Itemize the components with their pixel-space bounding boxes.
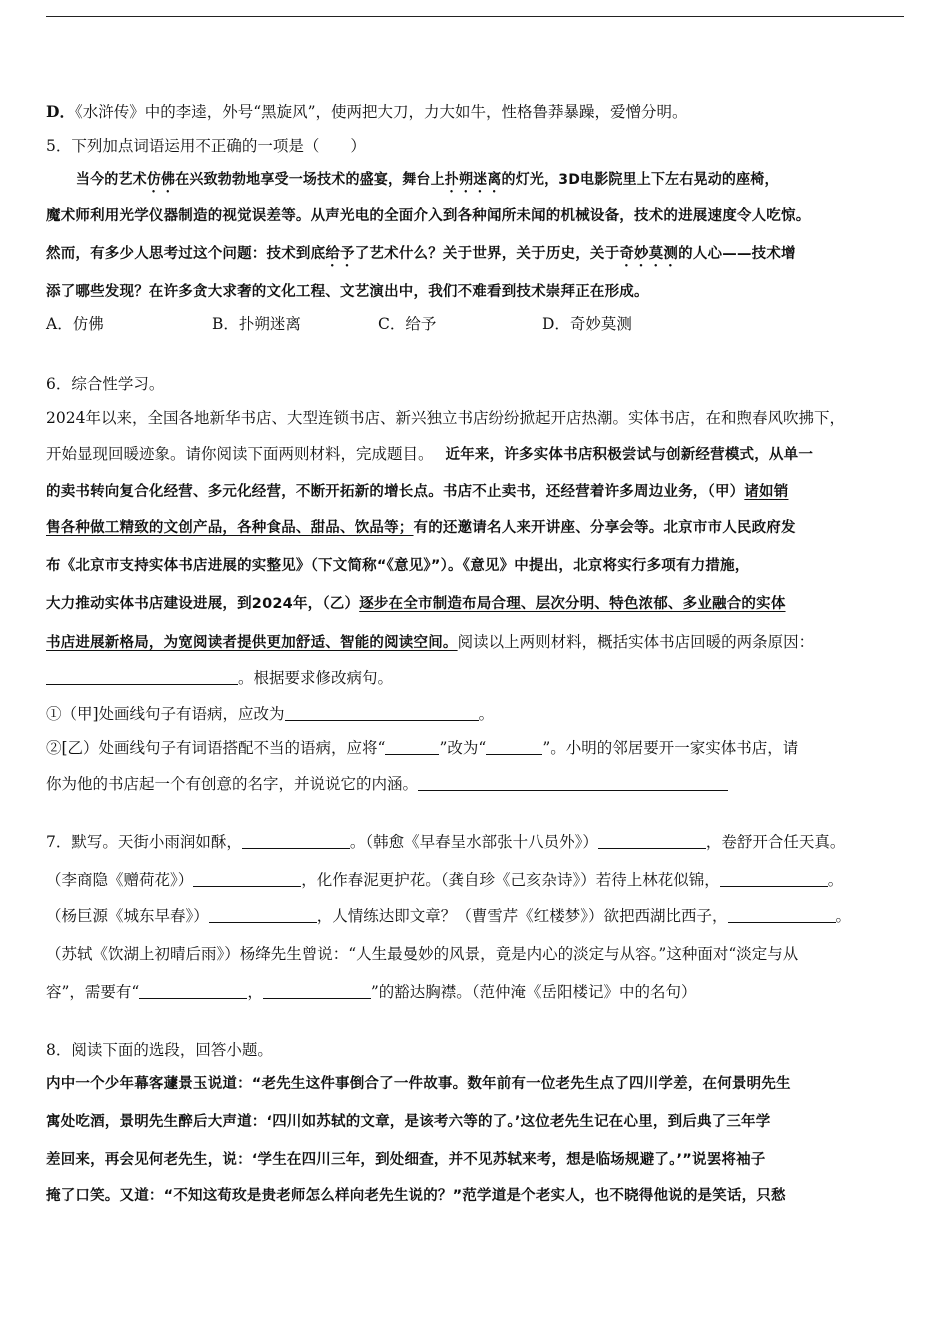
q5-dotted-word-1: 仿佛 [146,172,176,188]
q7-line-5 [46,982,904,1002]
q5-text: 当今的艺术 [75,172,147,188]
q7-answer-blank[interactable] [193,871,301,887]
q6-material-text: 近年来，许多实体书店积极尝试与创新经营模式，从单一 [445,447,814,463]
q7-text: 。（韩愈《早春呈水部张十八员外》） [349,833,598,851]
q6-underlined-yi: 逐步在全市制造布局合理、层次分明、特色浓郁、多业融合的实体 [359,596,786,612]
q7-text: 7．默写。天街小雨润如酥， [46,833,242,851]
q7-answer-blank[interactable] [242,833,350,849]
q4-option-d-text: 《水浒传》中的李逵，外号“黑旋风”，使两把大刀，力大如牛，性格鲁莽暴躁，爱憎分明。 [74,103,688,121]
q5-text: 的人心——技术增 [678,246,796,262]
q5-text: 然而，有多少人思考过这个问题：技术到底 [46,246,326,262]
q5-option-b: B．扑朔迷离 [212,315,301,333]
q7-line-4: （苏轼《饮湖上初晴后雨》）杨绛先生曾说：“人生最曼妙的风景，竟是内心的淡定与从容。”这种面对“淡定与从 [46,945,799,963]
q7-text: 容”，需要有“ [46,983,140,1001]
q6-text: 有的还邀请名人来开讲座、分享会等。北京市市人民政府发 [413,520,796,536]
q5-stem: 5．下列加点词语运用不正确的一项是（ ） [46,137,366,155]
q7-answer-blank[interactable] [209,907,317,923]
q5-passage-line-3 [46,244,904,270]
q6-stem: 6．综合性学习。 [46,375,165,393]
q6-answer-blank-4[interactable] [486,739,542,755]
q6-line-10 [46,738,904,758]
q7-text: ，人情练达即文章？（曹雪芹《红楼梦》）欲把西湖比西子， [316,907,728,925]
q7-text: （杨巨源《城东早春》） [46,907,209,925]
q7-answer-blank[interactable] [720,871,828,887]
q6-line-5: 布《北京市支持实体书店进展的实整见》（下文简称“《意见》”）。《意见》中提出，北京将实行多项有力措施， [46,558,750,574]
q5-dotted-word-4: 奇妙莫测 [619,246,679,262]
q5-passage-line-1 [46,170,904,196]
q5-passage-line-4: 添了哪些发现？在许多贪大求奢的文化工程、文艺演出中，我们不难看到技术崇拜正在形成。 [46,284,649,300]
q6-answer-blank-3[interactable] [385,739,439,755]
q6-text: 。根据要求修改病句。 [238,669,394,687]
q7-text: （李商隐《赠荷花》） [46,871,194,889]
q7-text: 。 [827,871,844,889]
q6-line-4 [46,518,904,538]
q7-line-1 [46,832,904,852]
q6-line-11 [46,774,904,794]
header-rule [46,16,904,17]
q7-answer-blank[interactable] [263,983,371,999]
q8-passage-line-3: 差回来，再会见何老先生，说：‘学生在四川三年，到处细查，并不见苏轼来考，想是临场规避了。’”说罢将袖子 [46,1152,766,1168]
q4-option-d [46,102,904,122]
q7-answer-blank[interactable] [598,833,706,849]
q6-text: 。 [478,705,495,723]
q6-text: ”改为“ [439,739,487,757]
q6-line-8 [46,668,904,688]
q6-line-1: 2024年以来，全国各地新华书店、大型连锁书店、新兴独立书店纷纷掀起开店热潮。实体书店，在和煦春风吹拂下， [46,409,845,427]
q6-text: 的卖书转向复合化经营、多元化经营，不断开拓新的增长点。书店不止卖书，还经营着许多周边业务，（甲） [46,484,745,500]
q4-option-d-label: D． [46,102,75,121]
q7-text: ， [247,983,263,1001]
q5-text: 的灯光，3D电影院里上下左右晃动的座椅， [501,172,779,188]
q5-text: 了艺术什么？关于世界，关于历史，关于 [354,246,620,262]
q6-answer-blank-1[interactable] [46,669,238,685]
q6-text: ”。小明的邻居要开一家实体书店，请 [542,739,799,757]
q7-text: ”的豁达胸襟。（范仲淹《岳阳楼记》中的名句） [370,983,697,1001]
q5-text: 在兴致勃勃地享受一场技术的盛宴，舞台上 [175,172,445,188]
q6-text: ②[乙）处画线句子有词语搭配不当的语病，应将“ [46,739,386,757]
q6-line-6 [46,594,904,614]
q6-line-7 [46,632,904,653]
q6-answer-blank-5[interactable] [418,775,728,791]
q7-text: ，化作春泥更护花。（龚自珍《己亥杂诗》）若待上林花似锦， [301,871,720,889]
q7-text: 。 [835,907,852,925]
q8-stem: 8．阅读下面的选段，回答小题。 [46,1041,273,1059]
q6-text: 大力推动实体书店建设进展，到2024年，（乙） [46,596,360,612]
q6-line-9 [46,704,904,724]
q7-answer-blank[interactable] [139,983,247,999]
q6-underlined-yi: 书店进展新格局，为宽阅读者提供更加舒适、智能的阅读空间。 [46,635,458,651]
q8-passage-line-1: 内中一个少年幕客蘧景玉说道：“老先生这件事倒合了一件故事。数年前有一位老先生点了四川学差，在何景明先生 [46,1076,791,1092]
q5-passage-line-2: 魔术师利用光学仪器制造的视觉误差等。从声光电的全面介入到各种闻所未闻的机械设备，技术的进展速度令人吃惊。 [46,208,811,224]
q5-option-d: D．奇妙莫测 [542,315,632,333]
q6-line-3 [46,482,904,502]
q6-answer-blank-2[interactable] [285,705,479,721]
q5-options [46,314,904,334]
q6-text: 开始显现回暖迹象。请你阅读下面两则材料，完成题目。 [46,445,434,463]
q5-option-c: C．给予 [378,315,437,333]
q6-text: 阅读以上两则材料，概括实体书店回暖的两条原因： [457,633,815,651]
q5-dotted-word-3: 给予 [325,246,355,262]
q8-passage-line-4: 掩了口笑。又道：“不知这荀玫是贵老师怎么样向老先生说的？”范学道是个老实人，也不晓得他说的是笑话，只愁 [46,1188,786,1204]
q5-dotted-word-2: 扑朔迷离 [444,172,502,188]
q5-option-a: A．仿佛 [46,315,104,333]
q6-underlined-jia: 诸如销 [744,484,789,500]
q8-passage-line-2: 寓处吃酒，景明先生醉后大声道：‘四川如苏轼的文章，是该考六等的了。’这位老先生记在心里，到后典了三年学 [46,1114,771,1130]
q7-text: ，卷舒开合任天真。 [705,833,846,851]
q7-line-2 [46,870,904,890]
q6-line-2 [46,444,904,465]
q6-underlined-jia: 售各种做工精致的文创产品，各种食品、甜品、饮品等； [46,520,414,536]
q6-text: ①（甲]处画线句子有语病，应改为 [46,705,285,723]
q7-line-3 [46,906,904,926]
q7-answer-blank[interactable] [728,907,836,923]
q6-text: 你为他的书店起一个有创意的名字，并说说它的内涵。 [46,775,419,793]
